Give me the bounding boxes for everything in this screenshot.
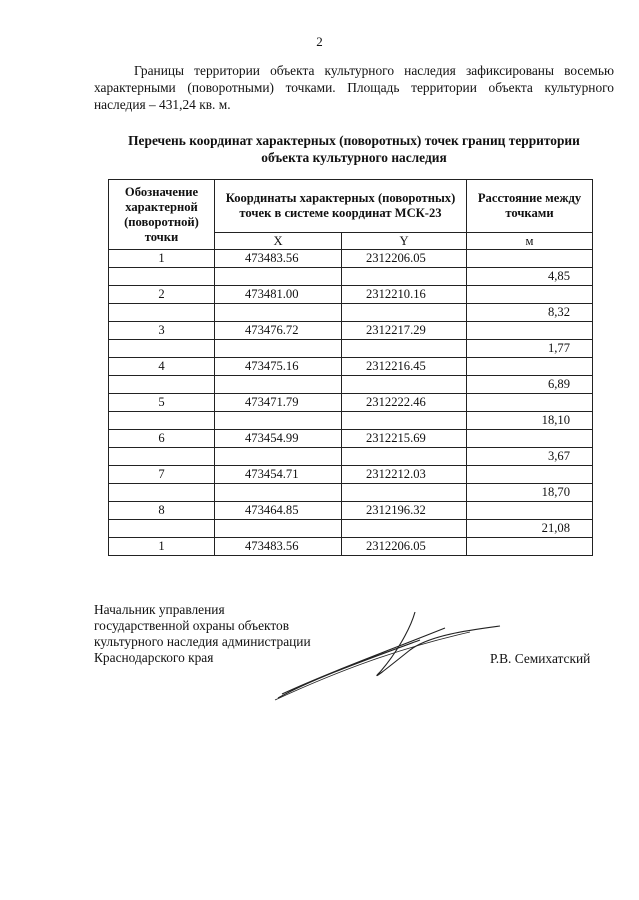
position-line-3: культурного наследия администрации bbox=[94, 634, 311, 649]
page-number: 2 bbox=[316, 34, 323, 49]
distance-value: 1,77 bbox=[467, 340, 593, 358]
coord-x: 473476.72 bbox=[215, 322, 342, 340]
header-distance: Расстояние между точками bbox=[467, 180, 593, 233]
point-number: 2 bbox=[109, 286, 215, 304]
coord-x: 473481.00 bbox=[215, 286, 342, 304]
empty-cell bbox=[342, 448, 467, 466]
table-row-point bbox=[109, 538, 593, 556]
point-number: 8 bbox=[109, 502, 215, 520]
empty-cell bbox=[467, 394, 593, 412]
empty-cell bbox=[215, 340, 342, 358]
empty-cell bbox=[109, 304, 215, 322]
header-coordinates: Координаты характерных (поворотных) точек в системе координат МСК-23 bbox=[215, 180, 467, 233]
table-row-point bbox=[109, 466, 593, 484]
empty-cell bbox=[109, 340, 215, 358]
coord-x: 473454.71 bbox=[215, 466, 342, 484]
empty-cell bbox=[467, 502, 593, 520]
table-row-distance bbox=[109, 376, 593, 394]
distance-value: 18,10 bbox=[467, 412, 593, 430]
empty-cell bbox=[215, 304, 342, 322]
empty-cell bbox=[342, 268, 467, 286]
point-number: 5 bbox=[109, 394, 215, 412]
coord-y: 2312222.46 bbox=[342, 394, 467, 412]
list-title-line-1: Перечень координат характерных (поворотных) точек границ территории bbox=[128, 133, 580, 148]
table-row-distance bbox=[109, 412, 593, 430]
distance-value: 18,70 bbox=[467, 484, 593, 502]
table-row-distance bbox=[109, 304, 593, 322]
empty-cell bbox=[215, 412, 342, 430]
table-row-distance bbox=[109, 520, 593, 538]
empty-cell bbox=[342, 376, 467, 394]
header-point: Обозначение характерной (поворотной) точки bbox=[109, 180, 215, 250]
coordinates-table bbox=[108, 179, 593, 556]
empty-cell bbox=[467, 250, 593, 268]
coord-y: 2312215.69 bbox=[342, 430, 467, 448]
table-row-point bbox=[109, 430, 593, 448]
table-header-row bbox=[109, 180, 593, 233]
coord-y: 2312217.29 bbox=[342, 322, 467, 340]
table-row-point bbox=[109, 250, 593, 268]
handwritten-signature bbox=[270, 610, 510, 705]
position-line-1: Начальник управления bbox=[94, 602, 225, 617]
empty-cell bbox=[467, 538, 593, 556]
table-row-point bbox=[109, 322, 593, 340]
empty-cell bbox=[215, 376, 342, 394]
position-line-4: Краснодарского края bbox=[94, 650, 214, 665]
coord-y: 2312212.03 bbox=[342, 466, 467, 484]
list-title-line-2: объекта культурного наследия bbox=[261, 150, 447, 165]
empty-cell bbox=[467, 430, 593, 448]
subheader-unit: м bbox=[467, 233, 593, 250]
empty-cell bbox=[342, 412, 467, 430]
empty-cell bbox=[109, 520, 215, 538]
empty-cell bbox=[467, 286, 593, 304]
subheader-x: X bbox=[215, 233, 342, 250]
empty-cell bbox=[109, 376, 215, 394]
table-row-point bbox=[109, 502, 593, 520]
point-number: 7 bbox=[109, 466, 215, 484]
coord-y: 2312210.16 bbox=[342, 286, 467, 304]
coord-y: 2312206.05 bbox=[342, 538, 467, 556]
point-number: 1 bbox=[109, 250, 215, 268]
empty-cell bbox=[215, 520, 342, 538]
empty-cell bbox=[109, 268, 215, 286]
coord-x: 473471.79 bbox=[215, 394, 342, 412]
table-row-point bbox=[109, 394, 593, 412]
coord-x: 473483.56 bbox=[215, 538, 342, 556]
subheader-y: Y bbox=[342, 233, 467, 250]
empty-cell bbox=[109, 412, 215, 430]
empty-cell bbox=[467, 466, 593, 484]
table-row-distance bbox=[109, 484, 593, 502]
coord-y: 2312216.45 bbox=[342, 358, 467, 376]
empty-cell bbox=[467, 322, 593, 340]
empty-cell bbox=[215, 484, 342, 502]
empty-cell bbox=[215, 448, 342, 466]
coord-x: 473454.99 bbox=[215, 430, 342, 448]
empty-cell bbox=[467, 358, 593, 376]
empty-cell bbox=[109, 448, 215, 466]
list-title bbox=[80, 132, 628, 166]
point-number: 6 bbox=[109, 430, 215, 448]
empty-cell bbox=[342, 520, 467, 538]
coord-y: 2312196.32 bbox=[342, 502, 467, 520]
intro-paragraph: Границы территории объекта культурного наследия зафиксированы восемью характерными (поворотными) точками. Площадь территории объекта культурного наследия – 431,24 кв. м. bbox=[94, 63, 614, 112]
coord-x: 473464.85 bbox=[215, 502, 342, 520]
point-number: 1 bbox=[109, 538, 215, 556]
empty-cell bbox=[215, 268, 342, 286]
empty-cell bbox=[342, 484, 467, 502]
distance-value: 4,85 bbox=[467, 268, 593, 286]
distance-value: 8,32 bbox=[467, 304, 593, 322]
distance-value: 3,67 bbox=[467, 448, 593, 466]
table-row-distance bbox=[109, 340, 593, 358]
point-number: 4 bbox=[109, 358, 215, 376]
point-number: 3 bbox=[109, 322, 215, 340]
table-row-distance bbox=[109, 268, 593, 286]
table-row-point bbox=[109, 286, 593, 304]
empty-cell bbox=[342, 340, 467, 358]
empty-cell bbox=[109, 484, 215, 502]
distance-value: 21,08 bbox=[467, 520, 593, 538]
coord-x: 473483.56 bbox=[215, 250, 342, 268]
coord-y: 2312206.05 bbox=[342, 250, 467, 268]
signatory-name: Р.В. Семихатский bbox=[490, 651, 591, 666]
coord-x: 473475.16 bbox=[215, 358, 342, 376]
empty-cell bbox=[342, 304, 467, 322]
table-row-point bbox=[109, 358, 593, 376]
table-row-distance bbox=[109, 448, 593, 466]
distance-value: 6,89 bbox=[467, 376, 593, 394]
position-line-2: государственной охраны объектов bbox=[94, 618, 290, 633]
